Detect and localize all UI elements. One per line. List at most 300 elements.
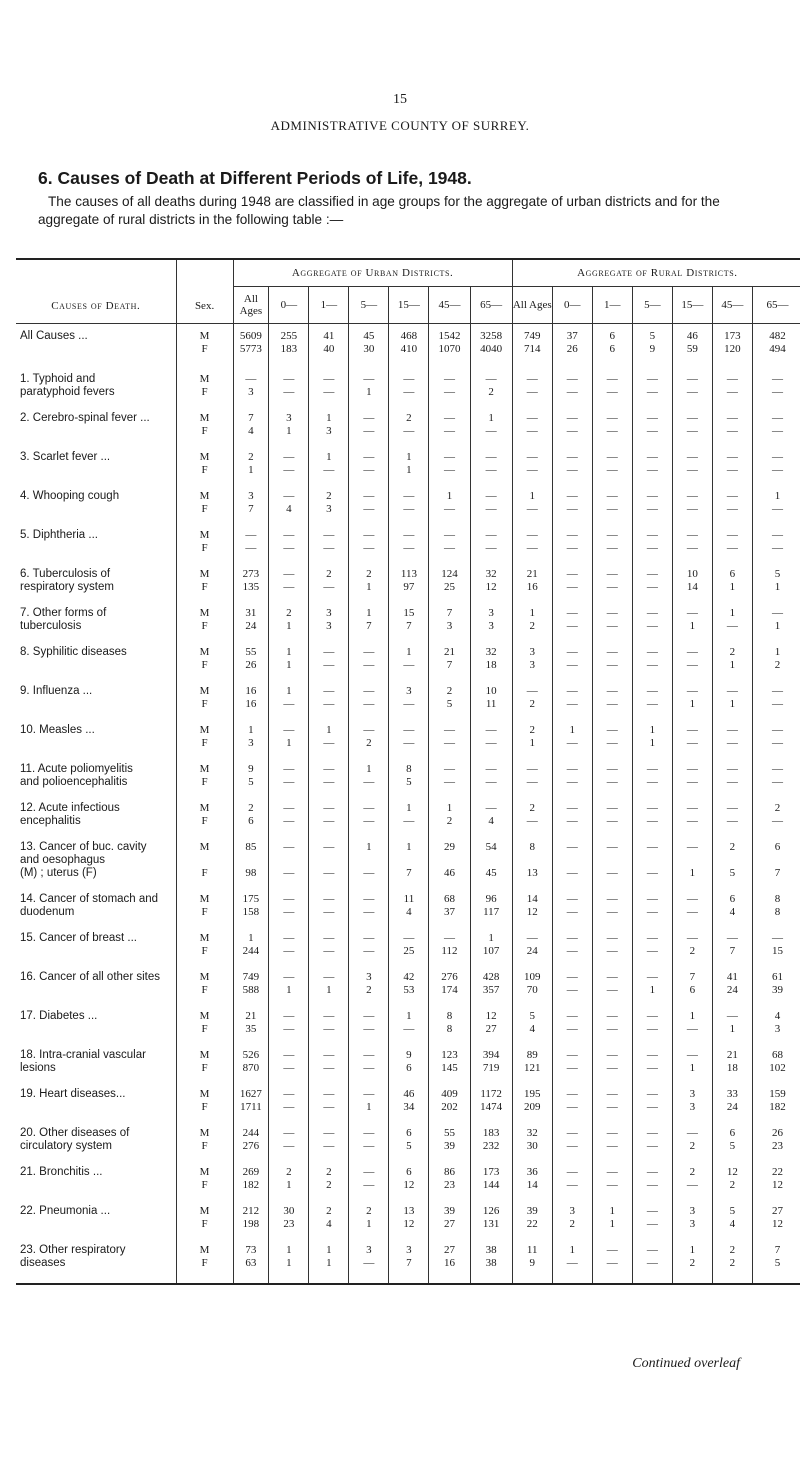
value-f: 357 [482, 984, 500, 996]
value-m: 2 [366, 568, 372, 580]
cause-label: respiratory system [20, 581, 114, 593]
value-m: — [566, 893, 578, 905]
value-m: 27 [771, 1205, 783, 1217]
value-f: 2 [488, 386, 494, 398]
value-f: 4 [326, 1218, 332, 1230]
rural-count-cell [712, 1127, 752, 1166]
value-m: 2 [326, 1166, 332, 1178]
value-f: 1 [774, 581, 781, 593]
urban-count-cell [309, 1088, 349, 1127]
value-m: 2 [248, 451, 254, 463]
value-m: 1 [774, 490, 781, 502]
value-f: 714 [523, 343, 541, 355]
value-f: 102 [769, 1062, 786, 1074]
rural-count-cell [552, 1244, 592, 1284]
value-f: 98 [245, 867, 257, 879]
value-m: 394 [482, 1049, 500, 1061]
rural-count-cell [552, 763, 592, 802]
rural-count-cell [552, 932, 592, 971]
urban-count-cell [389, 373, 429, 412]
rural-count-cell [552, 1127, 592, 1166]
cause-cell [16, 1205, 176, 1244]
urban-count-cell [429, 373, 470, 412]
urban-count-cell [429, 568, 470, 607]
value-m: — [606, 971, 618, 983]
value-m: — [403, 373, 415, 385]
value-f: 1 [286, 984, 292, 996]
value-f: — [363, 1257, 375, 1269]
value-m: — [443, 373, 455, 385]
rural-count-cell [672, 373, 712, 412]
sex-cell [176, 763, 233, 802]
rural-count-cell [752, 1127, 800, 1166]
rural-count-cell [672, 1127, 712, 1166]
urban-count-cell [309, 841, 349, 893]
value-m: 3 [406, 685, 412, 697]
value-f: 4 [406, 906, 412, 918]
value-f: — [686, 1023, 698, 1035]
value-m: — [646, 607, 658, 619]
value-m: 55 [443, 1127, 455, 1139]
urban-count-cell [233, 607, 269, 646]
value-m: — [363, 932, 375, 944]
rural-age-header: 1— [592, 287, 632, 324]
value-m: — [606, 529, 618, 541]
sex-cell [176, 529, 233, 568]
rural-count-cell [752, 412, 800, 451]
value-m: 55 [245, 646, 257, 658]
value-m: — [403, 490, 415, 502]
urban-count-cell [349, 324, 389, 374]
value-f: 7 [729, 945, 736, 957]
urban-count-cell [233, 412, 269, 451]
value-f: 5 [248, 776, 254, 788]
value-f: — [323, 867, 335, 879]
value-m: — [646, 1244, 658, 1256]
value-m: — [323, 529, 335, 541]
value-f: — [443, 776, 455, 788]
value-m: M [199, 607, 210, 619]
value-m: — [245, 529, 257, 541]
value-f: — [646, 1179, 658, 1191]
value-f: — [606, 1257, 618, 1269]
value-m: — [566, 971, 578, 983]
value-m: 5 [729, 1205, 736, 1217]
rural-count-cell [512, 1088, 552, 1127]
value-m: — [686, 841, 698, 853]
value-f: 16 [245, 698, 257, 710]
spacer [234, 854, 269, 867]
urban-count-cell [389, 1049, 429, 1088]
value-f: 135 [242, 581, 260, 593]
value-m: 468 [400, 330, 418, 342]
rural-count-cell [712, 373, 752, 412]
rural-count-cell [672, 932, 712, 971]
rural-count-cell [592, 1010, 632, 1049]
table-row [16, 763, 800, 802]
urban-count-cell [429, 324, 470, 374]
value-m: — [526, 451, 538, 463]
value-m: M [199, 1010, 210, 1022]
sex-cell [176, 1088, 233, 1127]
urban-count-cell [389, 607, 429, 646]
value-f: 39 [443, 1140, 455, 1152]
value-m: 7 [248, 412, 254, 424]
urban-count-cell [309, 646, 349, 685]
urban-count-cell [470, 1127, 512, 1166]
value-m: — [443, 932, 455, 944]
value-f: — [606, 503, 618, 515]
value-m: 54 [485, 841, 497, 853]
rural-count-cell [752, 893, 800, 932]
value-m: 12 [485, 1010, 497, 1022]
urban-count-cell [429, 932, 470, 971]
urban-count-cell [470, 490, 512, 529]
rural-count-cell [712, 685, 752, 724]
value-m: — [283, 802, 295, 814]
value-f: 2 [689, 1140, 696, 1152]
rural-count-cell [552, 1088, 592, 1127]
urban-count-cell [309, 568, 349, 607]
cause-label: diseases [20, 1257, 66, 1269]
value-m: 6 [774, 841, 781, 853]
value-f: 7 [406, 1257, 412, 1269]
value-m: M [199, 841, 210, 853]
value-m: 8 [406, 763, 412, 775]
value-m: 1 [326, 451, 332, 463]
value-f: 5 [729, 867, 736, 879]
urban-age-header: 45— [429, 287, 470, 324]
urban-count-cell [233, 1244, 269, 1284]
rural-count-cell [592, 568, 632, 607]
value-f: 5 [406, 1140, 412, 1152]
value-m: 255 [280, 330, 298, 342]
rural-count-cell [752, 646, 800, 685]
cause-label: 18. Intra-cranial vascular [20, 1049, 146, 1061]
value-m: — [606, 802, 618, 814]
value-m: — [726, 412, 738, 424]
value-m: 38 [485, 1244, 497, 1256]
value-f: 35 [245, 1023, 257, 1035]
rural-count-cell [632, 971, 672, 1010]
cause-cell [16, 1088, 176, 1127]
rural-age-header: All Ages [512, 287, 552, 324]
value-f: — [606, 1023, 618, 1035]
value-f: F [201, 659, 208, 671]
value-m: — [686, 724, 698, 736]
rural-count-cell [632, 1166, 672, 1205]
sex-cell [176, 568, 233, 607]
value-m: — [726, 490, 738, 502]
value-f: — [646, 815, 658, 827]
table-row [16, 724, 800, 763]
value-m: 195 [523, 1088, 541, 1100]
value-m: — [771, 932, 783, 944]
cause-label: 5. Diphtheria ... [20, 529, 98, 541]
urban-count-cell [233, 324, 269, 374]
value-m: — [566, 373, 578, 385]
value-f: 4 [286, 503, 292, 515]
value-m: 1 [406, 1010, 412, 1022]
value-f: 8 [774, 906, 781, 918]
rural-count-cell [552, 971, 592, 1010]
value-m: — [646, 451, 658, 463]
value-m: 3 [366, 971, 372, 983]
spacer [633, 854, 672, 867]
value-f: — [526, 503, 538, 515]
value-m: — [726, 932, 738, 944]
urban-count-cell [349, 529, 389, 568]
urban-count-cell [309, 490, 349, 529]
value-m: 6 [729, 1127, 736, 1139]
value-f: F [201, 945, 208, 957]
value-f: — [283, 386, 295, 398]
value-m: — [606, 932, 618, 944]
urban-count-cell [233, 1205, 269, 1244]
value-f: 1 [326, 984, 332, 996]
value-m: — [363, 412, 375, 424]
value-m: — [771, 451, 783, 463]
value-m: — [726, 724, 738, 736]
spacer [389, 854, 428, 867]
rural-count-cell [672, 529, 712, 568]
urban-count-cell [233, 490, 269, 529]
value-m: 1542 [438, 330, 461, 342]
value-f: 22 [526, 1218, 538, 1230]
value-m: 89 [526, 1049, 538, 1061]
rural-count-cell [512, 646, 552, 685]
value-m: — [443, 412, 455, 424]
urban-count-cell [269, 373, 309, 412]
urban-count-cell [233, 932, 269, 971]
value-f: 12 [526, 906, 538, 918]
value-f: 144 [482, 1179, 500, 1191]
spacer [429, 854, 469, 867]
value-f: 37 [443, 906, 455, 918]
value-m: — [403, 529, 415, 541]
rural-count-cell [752, 763, 800, 802]
urban-count-cell [309, 373, 349, 412]
spacer [553, 854, 592, 867]
urban-count-cell [470, 646, 512, 685]
value-f: — [403, 425, 415, 437]
value-f: 1 [689, 867, 696, 879]
value-m: M [199, 971, 210, 983]
urban-count-cell [309, 412, 349, 451]
value-m: — [485, 724, 497, 736]
table-row [16, 685, 800, 724]
spacer [673, 854, 712, 867]
value-m: — [771, 607, 783, 619]
value-m: 276 [441, 971, 458, 983]
value-f: — [363, 906, 375, 918]
value-m: — [606, 841, 618, 853]
rural-count-cell [712, 1088, 752, 1127]
rural-count-cell [752, 685, 800, 724]
value-f: — [606, 659, 618, 671]
urban-header: Aggregate of Urban Districts. [233, 259, 512, 287]
value-f: — [526, 776, 538, 788]
sex-header: Sex. [176, 259, 233, 324]
value-f: 1474 [480, 1101, 503, 1113]
urban-count-cell [389, 841, 429, 893]
value-f: — [443, 542, 455, 554]
value-f: — [566, 386, 578, 398]
value-m: — [323, 802, 335, 814]
value-m: — [566, 763, 578, 775]
value-f: — [323, 1101, 335, 1113]
value-m: — [485, 451, 497, 463]
value-f: 2 [774, 659, 781, 671]
value-f: — [363, 659, 375, 671]
value-m: 3 [248, 490, 254, 502]
value-m: — [283, 724, 295, 736]
value-m: — [283, 373, 295, 385]
sex-cell [176, 1127, 233, 1166]
value-f: F [201, 698, 208, 710]
rural-count-cell [712, 490, 752, 529]
value-m: 2 [774, 802, 781, 814]
rural-count-cell [512, 685, 552, 724]
table-row [16, 1205, 800, 1244]
urban-count-cell [233, 646, 269, 685]
sex-cell [176, 324, 233, 374]
value-f: 7 [406, 867, 412, 879]
value-m: — [606, 607, 618, 619]
urban-count-cell [309, 932, 349, 971]
value-m: — [646, 646, 658, 658]
value-m: 45 [363, 330, 375, 342]
value-f: 6 [609, 343, 616, 355]
rural-age-header: 65— [752, 287, 800, 324]
rural-count-cell [752, 932, 800, 971]
value-f: 30 [363, 343, 375, 355]
rural-count-cell [712, 724, 752, 763]
urban-count-cell [470, 1205, 512, 1244]
value-m: — [606, 685, 618, 697]
urban-count-cell [233, 1127, 269, 1166]
value-m: 173 [482, 1166, 500, 1178]
value-f: — [646, 581, 658, 593]
value-f: — [526, 542, 538, 554]
value-f: — [726, 620, 738, 632]
value-m: M [199, 568, 210, 580]
value-m: 86 [443, 1166, 455, 1178]
value-f: — [686, 815, 698, 827]
value-f: — [646, 1023, 658, 1035]
value-f: 14 [686, 581, 698, 593]
value-m: 11 [403, 893, 415, 905]
value-m: — [443, 451, 455, 463]
rural-count-cell [712, 1205, 752, 1244]
cause-label: 8. Syphilitic diseases [20, 646, 127, 658]
value-f: 1 [366, 1218, 372, 1230]
value-f: 24 [726, 1101, 738, 1113]
urban-count-cell [309, 1049, 349, 1088]
rural-age-header: 0— [552, 287, 592, 324]
value-f: 2 [689, 945, 696, 957]
value-f: 4 [729, 906, 736, 918]
rural-count-cell [672, 1010, 712, 1049]
value-m: — [363, 1166, 375, 1178]
value-f: — [443, 737, 455, 749]
value-m: 2 [248, 802, 254, 814]
value-m: M [199, 1205, 210, 1217]
value-m: — [606, 412, 618, 424]
value-f: 53 [403, 984, 415, 996]
value-f: 46 [443, 867, 455, 879]
value-f: 870 [242, 1062, 260, 1074]
value-m: — [403, 724, 415, 736]
value-m: — [726, 529, 738, 541]
urban-count-cell [349, 893, 389, 932]
rural-count-cell [712, 529, 752, 568]
sex-cell [176, 971, 233, 1010]
urban-count-cell [349, 1127, 389, 1166]
urban-count-cell [470, 802, 512, 841]
value-m: 124 [441, 568, 458, 580]
value-f: — [646, 659, 658, 671]
value-f: — [726, 776, 738, 788]
value-m: — [606, 724, 618, 736]
value-m: — [283, 763, 295, 775]
sex-cell [176, 932, 233, 971]
rural-count-cell [672, 802, 712, 841]
value-f: 1 [689, 620, 696, 632]
value-m: 16 [245, 685, 257, 697]
urban-count-cell [233, 685, 269, 724]
rural-count-cell [512, 1166, 552, 1205]
urban-count-cell [269, 1088, 309, 1127]
value-m: — [606, 1010, 618, 1022]
value-m: — [771, 412, 783, 424]
value-f: F [201, 1101, 208, 1113]
value-m: M [199, 893, 210, 905]
value-m: 68 [443, 893, 455, 905]
cause-label: 2. Cerebro-spinal fever ... [20, 412, 150, 424]
intro-paragraph: The causes of all deaths during 1948 are classified in age groups for the aggregate of urban districts and for the aggregate of rural districts in the following table :— [38, 194, 720, 227]
value-f: — [323, 776, 335, 788]
value-f: 2 [729, 1257, 736, 1269]
value-m: 2 [286, 607, 292, 619]
value-m: 32 [485, 568, 497, 580]
value-m: 1 [326, 724, 332, 736]
rural-count-cell [592, 529, 632, 568]
value-m: M [199, 1244, 210, 1256]
urban-count-cell [233, 802, 269, 841]
value-f: — [726, 503, 738, 515]
urban-count-cell [429, 685, 470, 724]
urban-count-cell [269, 1166, 309, 1205]
value-f: — [606, 737, 618, 749]
value-f: 7 [446, 659, 453, 671]
urban-count-cell [349, 841, 389, 893]
rural-count-cell [672, 1205, 712, 1244]
rural-count-cell [672, 451, 712, 490]
rural-count-cell [552, 724, 592, 763]
rural-count-cell [552, 893, 592, 932]
cause-cell [16, 932, 176, 971]
spacer [269, 854, 308, 867]
value-f: 3 [326, 620, 332, 632]
value-f: — [363, 464, 375, 476]
value-m: — [566, 490, 578, 502]
value-f: 1 [649, 984, 656, 996]
value-m: 269 [242, 1166, 260, 1178]
urban-count-cell [470, 1049, 512, 1088]
rural-count-cell [552, 324, 592, 374]
value-m: — [323, 763, 335, 775]
